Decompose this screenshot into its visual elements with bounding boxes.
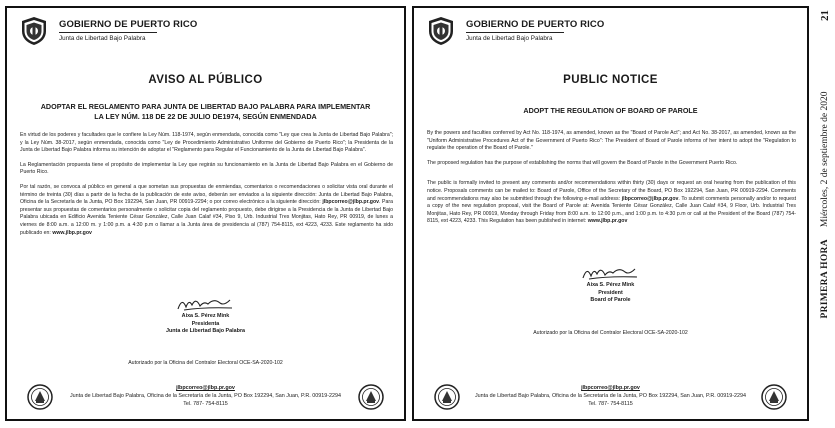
email-link[interactable]: jlbpcorreo@jlbp.pr.gov xyxy=(621,195,679,202)
footer-phone: Tel. 787- 754-8115 xyxy=(183,401,228,407)
publication-name: PRIMERA HORA xyxy=(820,239,830,319)
website-link[interactable]: www.jlbp.pr.gov xyxy=(52,229,92,236)
subtitle-line-2: LA LEY NÚM. 118 DE 22 DE JULIO DE1974, SEGÚN ENMENDADA xyxy=(94,112,317,121)
signer-name: Aixa S. Pérez Mink xyxy=(181,313,230,319)
notice-subtitle xyxy=(7,102,404,122)
paragraph-3-part-a: The public is formally invited to present any comments and/or recommendations within thirty (30) days or request an oral hearing from the publication of this notice. Proposals comments can be mailed to: Board of Parole, Office of the Secretary of the Board, PO Box 192294, San Juan, PR 00919-2294. Comments and recommendations may also be submitted through the following e-mail address: xyxy=(427,180,796,202)
newspaper-margin xyxy=(811,0,835,428)
website-link[interactable]: www.jlbp.pr.gov xyxy=(587,218,628,225)
notice-subtitle xyxy=(414,106,807,116)
notice-title: PUBLIC NOTICE xyxy=(563,74,658,86)
paragraph-1: By the powers and faculties conferred by Act No. 118-1974, as amended, known as the "Board of Parole Act"; and Act No. 38-2017, as amended, known as the "Uniform Administrative Procedures Act of the Government of Puerto Rico": The President of Board of Parole informs of her intent to adopt the "Regulation to regulate the operation of the Board of Parole." xyxy=(427,130,796,152)
notice-body xyxy=(20,132,393,244)
running-header xyxy=(814,92,832,329)
publication-date: Miércoles, 2 de septiembre de 2020 xyxy=(820,91,830,228)
footer-address: Junta de Libertad Bajo Palabra, Oficina de la Secretaría de la Junta, PO Box 192294, San Juan, P.R. 00919-2294 xyxy=(69,393,342,399)
signer-role: Presidenta xyxy=(191,320,220,327)
header-title: GOBIERNO DE PUERTO RICO xyxy=(466,19,605,30)
government-seal-icon xyxy=(19,16,49,46)
header-title: GOBIERNO DE PUERTO RICO xyxy=(59,19,198,30)
notice-title: AVISO AL PÚBLICO xyxy=(148,74,263,86)
footer-phone: Tel. 787- 754-8115 xyxy=(588,401,633,407)
signature-block xyxy=(414,264,807,305)
footer-email[interactable]: jlbpcorreo@jlbp.pr.gov xyxy=(581,385,640,391)
authorization-note: Autorizado por la Oficina del Contralor Electoral OCE-SA-2020-102 xyxy=(128,360,283,366)
header-divider xyxy=(59,32,157,33)
header xyxy=(426,16,726,50)
footer-email[interactable]: jlbpcorreo@jlbp.pr.gov xyxy=(176,385,235,391)
signer-name: Aixa S. Pérez Mink xyxy=(586,282,635,288)
paragraph-3 xyxy=(20,184,393,237)
header-subtitle: Junta de Libertad Bajo Palabra xyxy=(59,35,146,42)
paragraph-3-part-b: . To submit comments personally and/or to request a copy of the new regulation proposal, visit the Board of Parole at: Avenida Teniente César González, Calle Juan Calaf #34, 9 Floor, Urb. Industrial Tres Monjitas, Hato Rey, PR 00919, Monday through Friday from 8:00 a.m. to 12:00 p.m., and 1:00 p.m. to 4:30 p.m or call at the President of the Board (787) 754-8115, ext 4223, 4233. This Regulation has been published in internet: xyxy=(427,195,797,225)
signature-icon xyxy=(174,295,238,313)
notice-body xyxy=(427,130,796,233)
signer-role: President xyxy=(598,289,623,296)
paragraph-2: La Reglamentación propuesta tiene el propósito de implementar la Ley que regirán su funcionamiento en la Junta de Libertad Bajo Palabra en el Gobierno de Puerto Rico. xyxy=(20,161,393,176)
footer-address: Junta de Libertad Bajo Palabra, Oficina de la Secretaría de la Junta, PO Box 192294, San Juan, P.R. 00919-2294 xyxy=(474,393,747,399)
signature-icon xyxy=(579,264,643,282)
page-number: 21 xyxy=(819,10,831,21)
paragraph-1: En virtud de los poderes y facultades que le confiere la Ley Núm. 118-1974, según enmendada, conocida como "Ley que crea la Junta de Libertad Bajo Palabra"; y la Ley Núm. 38-2017, según enmendada, conocida como "Ley de Procedimiento Administrativo Uniforme del Gobierno de Puerto Rico"; la Presidenta de la Junta de Libertad Bajo Palabra informa su intención de adoptar el "Reglamento para Regular el Funcionamiento de la Junta de Libertad Bajo Palabra". xyxy=(20,132,393,154)
footer xyxy=(414,384,807,408)
paragraph-3-part-a: Por tal razón, se convoca al público en general a que sometan sus propuestas de enmiendas, comentarios o recomendaciones o solicitar vista oral durante el término de treinta (30) días a partir de la fecha de la publicación de este aviso, deberán ser enviados a la siguiente dirección: Junta de Libertad Bajo Palabra, Oficina de la Secretaría de la Junta, PO Box 192294, San Juan, PR 00919-2294; o por correo electrónico a la siguiente dirección: xyxy=(20,183,393,206)
header-divider xyxy=(466,32,564,33)
paragraph-2: The proposed regulation has the purpose of establishing the norms that will govern the Board of Parole in the Government Puerto Rico. xyxy=(427,159,738,166)
signature-block xyxy=(7,295,404,336)
signer-organization: Junta de Libertad Bajo Palabra xyxy=(165,328,246,335)
government-seal-icon xyxy=(426,16,456,46)
footer xyxy=(7,384,404,408)
subtitle-line-1: ADOPTAR EL REGLAMENTO PARA JUNTA DE LIBERTAD BAJO PALABRA PARA IMPLEMENTAR xyxy=(40,102,371,111)
authorization-note: Autorizado por la Oficina del Contralor Electoral OCE-SA-2020-102 xyxy=(533,330,688,336)
subtitle-line-1: ADOPT THE REGULATION OF BOARD OF PAROLE xyxy=(523,106,698,115)
paragraph-3 xyxy=(427,180,796,226)
email-link[interactable]: jlbpcorreo@jlbp.pr.gov xyxy=(322,199,379,206)
header xyxy=(19,16,319,50)
paragraph-3-part-b: . Para presentar sus propuestas de comentarios personalmente o solicitar copia del reglamento propuesto, debe dirigirse a la Presidencia de la Junta de Libertad Bajo Palabra ubicada en Edificio Avenida Teniente César González, Calle Juan Calaf #34, Piso 9, Urb. Industrial Tres Monjitas, Hato Rey, PR 00919, de lunes a viernes de 8:00 a.m. a 12:00 m. y 1:00 p.m. a 4:30 p.m o llamar a la Junta área de presidencia al (787) 754-8115, ext 4223, 4233. Este reglamento ha sido publicado en: xyxy=(20,199,393,236)
notice-spanish xyxy=(5,6,406,421)
header-subtitle: Junta de Libertad Bajo Palabra xyxy=(466,35,553,42)
signer-organization: Board of Parole xyxy=(590,297,631,304)
notice-english xyxy=(412,6,809,421)
